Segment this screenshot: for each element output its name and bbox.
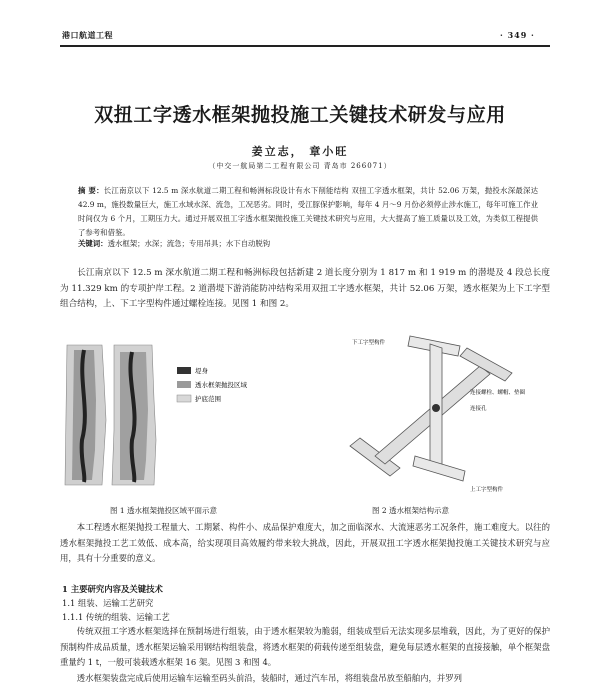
section-1-1-1-heading: 1.1.1 传统的组装、运输工艺 bbox=[62, 612, 170, 622]
figure-2 bbox=[330, 326, 540, 496]
journal-name: 港口航道工程 bbox=[62, 30, 113, 40]
section-1-1-heading: 1.1 组装、运输工艺研究 bbox=[62, 598, 154, 608]
left-dike-area bbox=[65, 345, 106, 485]
abstract bbox=[78, 184, 538, 240]
label-upper-member: 上工字型构件 bbox=[470, 487, 504, 493]
legend-swatch-protection bbox=[177, 395, 191, 402]
abstract-text: 长江南京以下 12.5 m 深水航道二期工程和畅洲标段设计有水下削能结构 双扭工字透水框架，共计 52.06 万架，抛投水深最深达 42.9 m，施投数量巨大，施工水域水深、流急，工况恶劣。同时，受江豚保护影响，每年 4 月～9 月份必须停止涉水施工，每年可施工作业时间仅为 6 个月，工期压力大。通过开展双扭工字透水框架抛投施工关键技术研究与应用，大大提高了施工质量以及工效，为类似工程提供了参考和借鉴。 bbox=[78, 186, 538, 237]
label-lower-member: 下工字型构件 bbox=[352, 340, 386, 346]
figure-2-structure bbox=[330, 326, 540, 496]
label-bolts: 连接螺栓、螺帽、垫圈 bbox=[470, 390, 526, 396]
header-rule bbox=[60, 45, 550, 47]
paragraph-3: 传统双扭工字透水框架选择在预制场进行组装，由于透水框架较为脆弱，组装成型后无法实现多层堆载，因此，为了更好的保护预制构件成品质量，透水框架运输采用钢结构组装盘，将透水框架的荷载传递至组装盘，避免每层透水框架的直接接触，单个框架盘重量约 1 t，一般可装载透水框架 16 架。见图 3 和图 4。 bbox=[60, 626, 550, 667]
right-dike-area bbox=[112, 345, 156, 485]
figure-1-caption: 图 1 透水框架抛投区域平面示意 bbox=[110, 506, 218, 515]
section-1-heading: 1 主要研究内容及关键技术 bbox=[62, 584, 163, 594]
intro-paragraph: 长江南京以下 12.5 m 深水航道二期工程和畅洲标段包括新建 2 道长度分别为 1 817 m 和 1 919 m 的潜堤及 4 段总长度为 11.329 km 的专项护岸工程。2 道潜堤下游消能防冲结构采用双扭工字透水框架，共计 52.06 万架，透水框架为上下工字型组合结构，上、下工字型构件通过螺栓连接。见图 1 和图 2。 bbox=[60, 268, 550, 309]
keywords-text: 透水框架；水深；流急；专用吊具；水下自动脱钩 bbox=[107, 239, 271, 248]
figure-2-caption: 图 2 透水框架结构示意 bbox=[372, 506, 450, 515]
paragraph-4: 透水框架装盘完成后使用运输车运输至码头前沿，装船时，通过汽车吊，将组装盘吊放至船舶内，并罗列 bbox=[76, 673, 463, 683]
label-hole: 连接孔 bbox=[470, 406, 487, 412]
keywords bbox=[78, 238, 538, 250]
legend-protection: 护底范围 bbox=[195, 395, 221, 403]
paper-title: 双扭工字透水框架抛投施工关键技术研发与应用 bbox=[94, 104, 506, 126]
keywords-label: 关键词： bbox=[78, 239, 108, 248]
abstract-label: 摘 要： bbox=[78, 186, 104, 195]
legend-frame-area: 透水框架抛投区域 bbox=[195, 381, 247, 389]
paragraph-2: 本工程透水框架抛投工程量大、工期紧、构件小、成品保护难度大，加之面临深水、大流速恶劣工况条件，施工难度大。以往的透水框架抛投工艺工效低、成本高，给实现项目高效履约带来较大挑战，因此，开展双扭工字透水框架抛投施工关键技术研究与应用，具有十分重要的意义。 bbox=[60, 522, 550, 563]
legend-swatch-dike bbox=[177, 367, 191, 374]
figure-1-plan bbox=[62, 340, 292, 490]
authors: 姜立志， 章小旺 bbox=[251, 145, 349, 158]
figure-1 bbox=[62, 340, 292, 490]
legend-swatch-frame-area bbox=[177, 381, 191, 388]
legend-dike: 堤身 bbox=[195, 367, 208, 375]
page-number: · 349 · bbox=[500, 30, 535, 40]
connection-bolt bbox=[432, 404, 440, 412]
affiliation: （中交一航局第二工程有限公司 青岛市 266071） bbox=[208, 162, 392, 170]
